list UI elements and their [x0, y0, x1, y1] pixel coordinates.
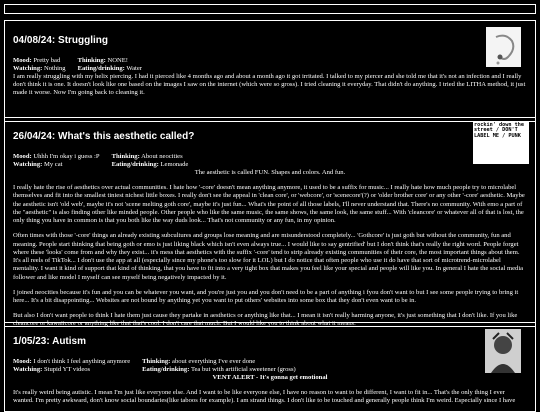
thinking-row: Thinking: About neocities: [111, 152, 183, 160]
watching-row: Watching: Nothing: [13, 64, 66, 72]
aesthetic-collage-image: [473, 122, 529, 164]
thinking-row: Thinking: NONE!: [77, 56, 128, 64]
vent-alert: VENT ALERT - It's gonna get emotional: [212, 373, 328, 381]
top-bar: [4, 4, 536, 14]
blog-post: [4, 322, 536, 412]
autism-post-image: [485, 329, 521, 373]
mood-row: Mood: Pretty bad: [13, 56, 61, 64]
portrait-image-icon: [485, 329, 521, 373]
eating-row: Eating/drinking: Water: [77, 64, 142, 72]
post-body: I am really struggling with my helix piercing. I had it pierced like 4 months ago and about a month ago it got irritated. I talked to my piercer and she told me that it's not an infection and I really don't think it is one. It doesn't look like one based on the images I saw on the internet (which were so gross). I tried cleaning it everyday. That didn't do anything. I tried the LITHA method, it just made it worse. Now I'm going back to cleaning it.: [13, 72, 526, 97]
image-caption: The aesthetic is called FUN. Shapes and colors. And fun.: [194, 168, 346, 176]
post-meta: [13, 358, 527, 374]
blog-post: [4, 117, 536, 327]
mood-row: Mood: Uhhh I'm okay i guess :P: [13, 152, 100, 160]
post-meta: [13, 153, 527, 169]
watching-row: Watching: Stupid YT videos: [13, 365, 91, 373]
mood-row: Mood: I don't think I feel anything anymore: [13, 357, 131, 365]
watching-row: Watching: My cat: [13, 160, 63, 168]
piercing-image-icon: [486, 27, 521, 67]
eating-row: Eating/drinking: Tea but with artificial sweetener (gross): [142, 365, 296, 373]
eating-row: Eating/drinking: Lemonade: [111, 160, 189, 168]
post-paragraph: I joined neocities because it's fun and you can be whatever you want, and you're just you and you don't need to be a part of anything i fyou don't want to but I see some people trying to bring it here... It's a bit disappointing... Websites are not bound by anything yet you want to put others' websites into some box that they don't even want to be in.: [13, 288, 519, 305]
post-paragraph: Often times with those '-core' things an already existing subcultures and groups lose meaning and are misunderstood completely... 'Gothcore' is just goth but without the community, fun and meaning. People start thinking that being goth or emo is just liking black which isn't even always true... I would like to say gentrified' but I don't think that's really the right word. People forget where these 'looks' come from and why they exist... it's mess that aesthetics with the suffix '-core' tend to strip already existing communities of their core, the most important things about them. It's all reels of TikTok... I don't use the app at all (especially since my phone's too slow for it LOL) but I do notice that often people who use it do have that sort of microtrend-microlabel mentality. I want it kind of support that kind of thinking, that you have to fit into a very tight box that makes you feel like your special and people will like you. In general I hate the social media follower and like model I myself can see myself being negatively impacted by it.: [13, 232, 524, 281]
post-title: 04/08/24: Struggling: [13, 35, 109, 46]
post-body: It's really weird being autistic. I mean I'm just like everyone else. And I want to be like everyone else, I have no reason to want to be different, I want to fit in... That's the only thing I ever wanted. I'm pretty awkward, don't know social boundaries(like taboos for example). I am strand things. I don't like to be touched and generally people think I'm weird. Especially since I have: [13, 389, 516, 405]
collage-text: rockin' down the street / DON'T LABEL ME / PUNK: [474, 122, 524, 139]
post-paragraph: I really hate the rise of aesthetics over actual communities. I hate how '-core' doesn't mean anything anymore, it used to be a suffix for music... I really hate how much people try to microlabel themselves and fit into the smallest tiniest nichest little boxes. I really don't see the appeal in 'clean core', or 'webcore', or 'scenecore'(?) or 'older brother core' or any other '-core' aesthetic. Maybe the aesthetic isn't 'old web', maybe it's not 'scene melting goth core', maybe it's just fun... What's the point of all those labels, I'll never understand that. There's no community. With emo a part of the "aesthetic" is also finding other like minded people. Other people who like the same music, the same shows, the same look, the same stuff... With 'cleancore' or whatever all of that is lost, the only thing you have in common is that you both like the way duds look... That's not community or any fun, in my opinion.: [13, 184, 525, 225]
post-paragraph: But also I don't want people to think I hate them just cause they partake in aesthetics or anything like that... I mean it isn't really harming anyone, it's just something that I don't like. If you like cleancore or kawaiicore or anything like that that's cool. I don't care that much. But I would like you to think about what it means.: [13, 312, 518, 327]
post-title: 26/04/24: What's this aesthetic called?: [13, 131, 195, 142]
post-meta: [13, 57, 527, 73]
post-title: 1/05/23: Autism: [13, 336, 86, 347]
thinking-row: Thinking: about everything I've ever done: [142, 357, 256, 365]
piercing-photo: [486, 27, 521, 67]
blog-post: [4, 20, 536, 122]
